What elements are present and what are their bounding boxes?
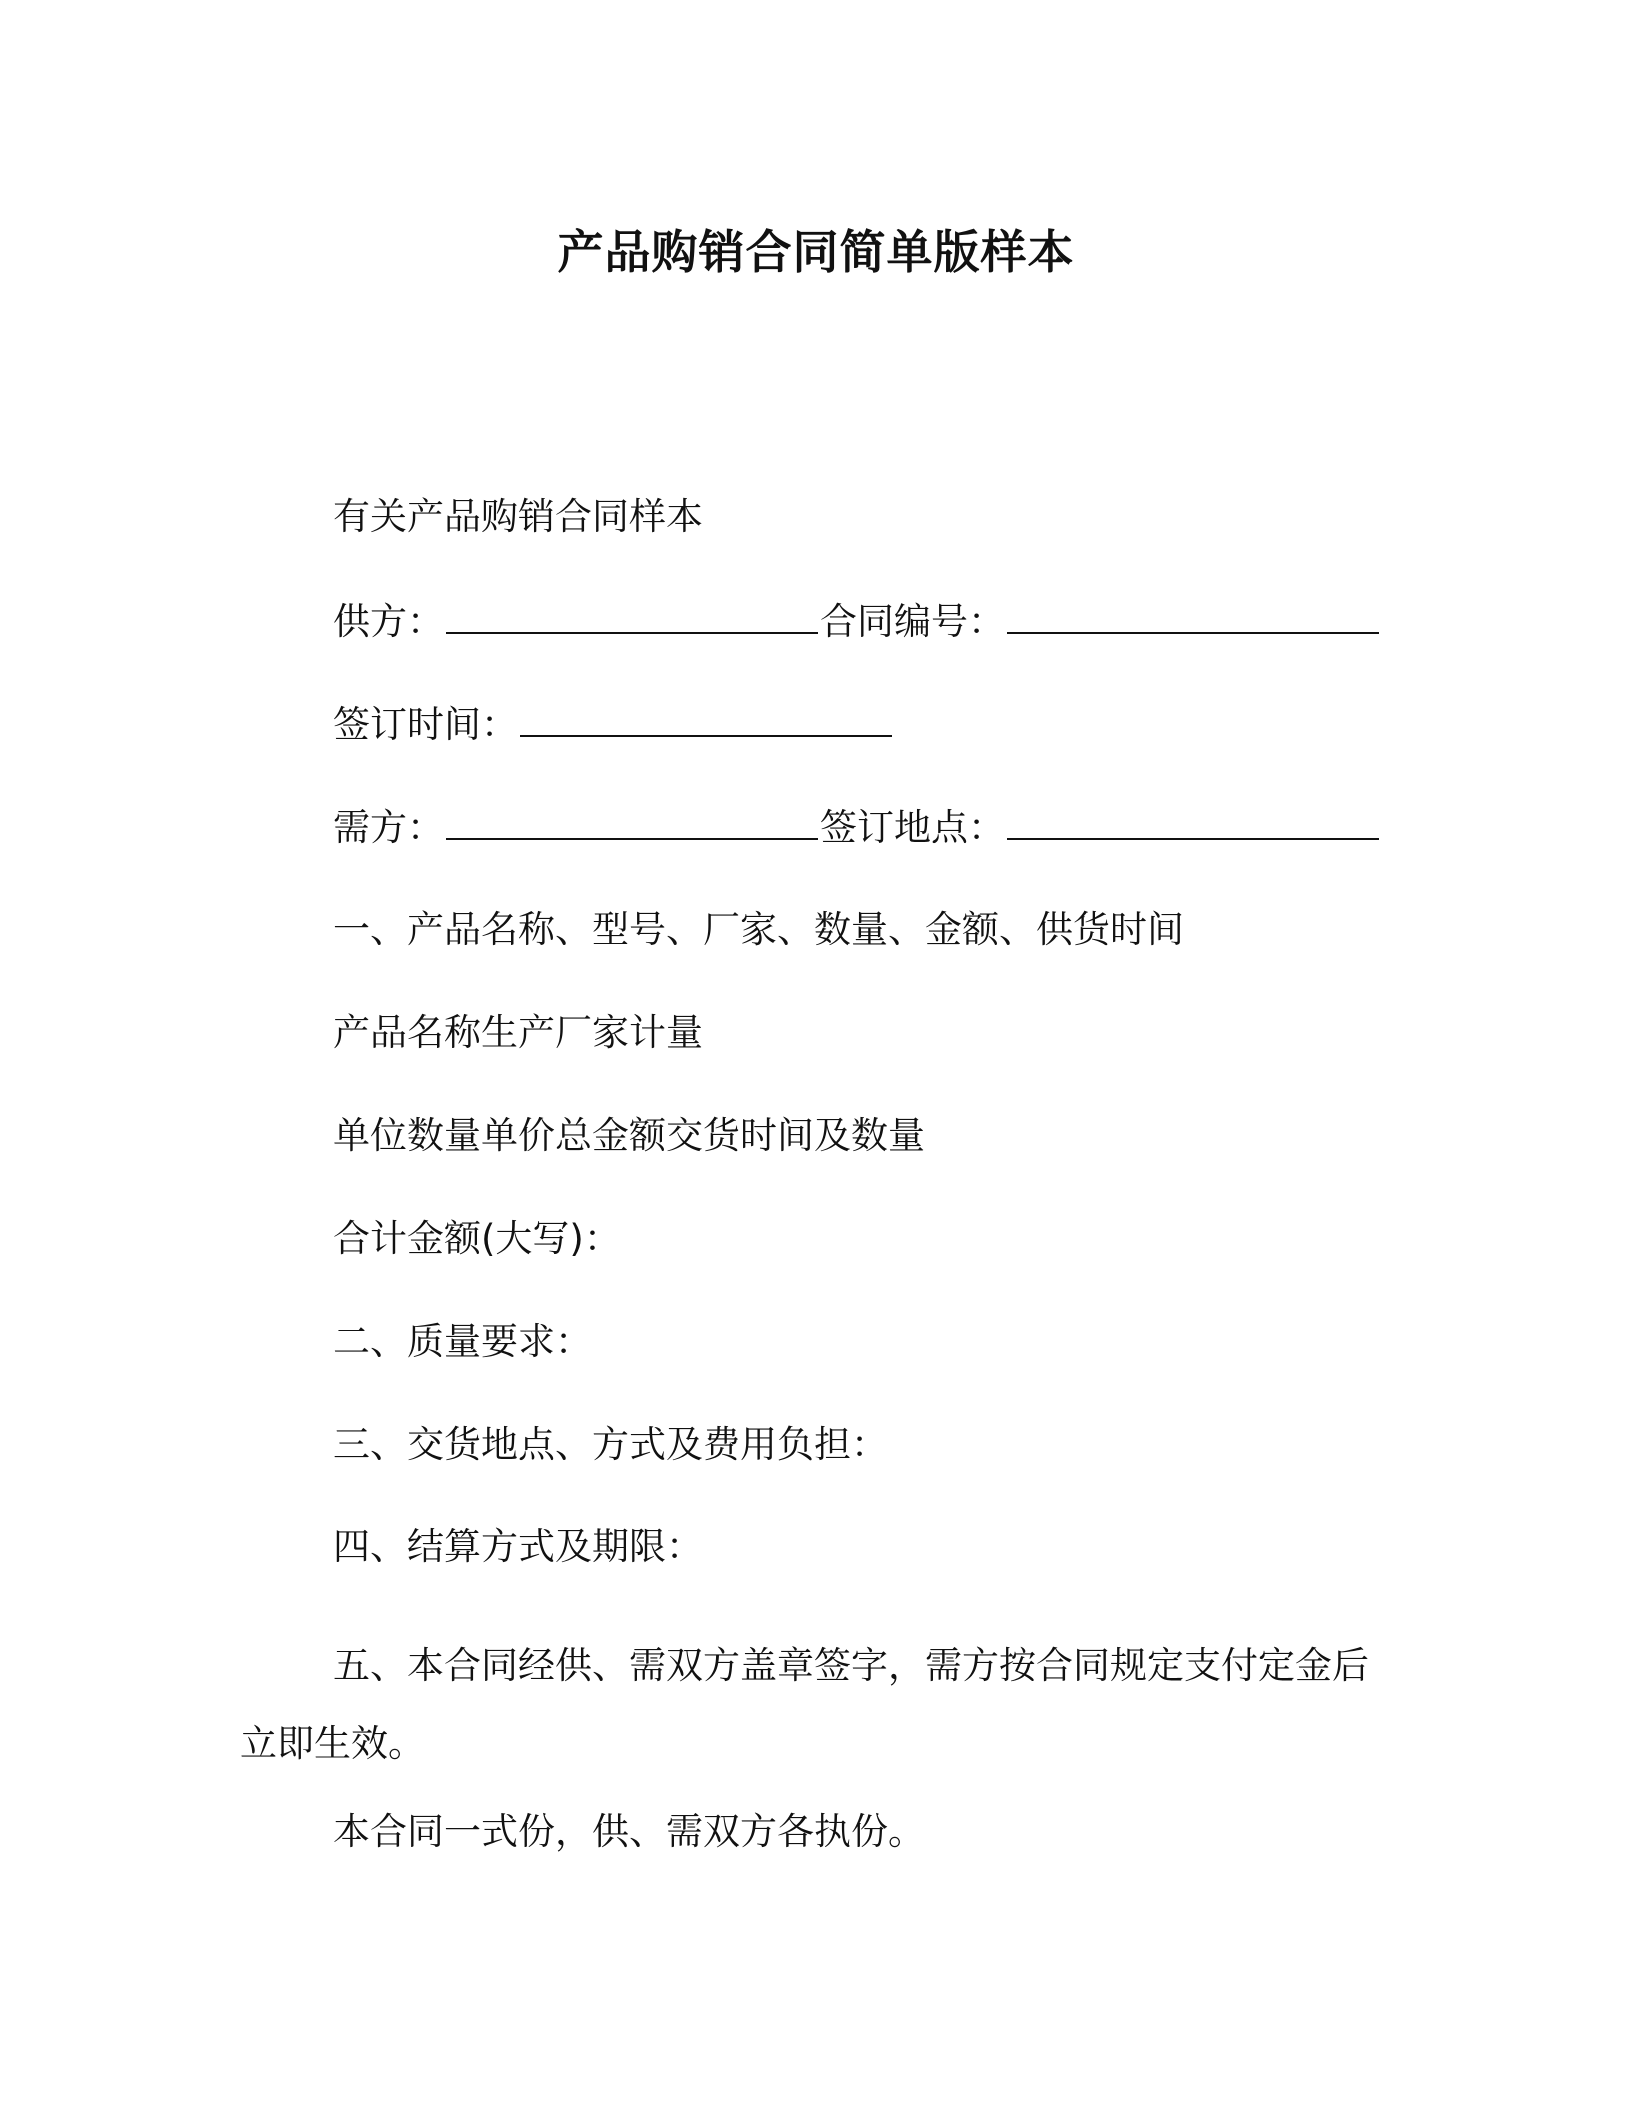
section-5-paragraph bbox=[240, 1627, 1370, 1783]
supplier-row bbox=[333, 597, 1381, 647]
buyer-label: 需方： bbox=[333, 806, 444, 849]
supplier-blank[interactable] bbox=[446, 618, 818, 634]
section-1-heading: 一、产品名称、型号、厂家、数量、金额、供货时间 bbox=[333, 908, 1184, 951]
sign-date-label: 签订时间： bbox=[333, 703, 518, 746]
sign-date-blank[interactable] bbox=[520, 721, 892, 737]
subtitle: 有关产品购销合同样本 bbox=[333, 495, 703, 538]
total-amount-line: 合计金额(大写)： bbox=[333, 1217, 621, 1260]
buyer-row bbox=[333, 803, 1381, 853]
contract-no-blank[interactable] bbox=[1007, 618, 1379, 634]
buyer-blank[interactable] bbox=[446, 824, 818, 840]
section-3-heading: 三、交货地点、方式及费用负担： bbox=[333, 1423, 888, 1466]
copies-line: 本合同一式份，供、需双方各执份。 bbox=[333, 1810, 925, 1853]
contract-no-label: 合同编号： bbox=[820, 600, 1005, 643]
sign-date-row bbox=[333, 700, 894, 750]
section-1-line-3: 单位数量单价总金额交货时间及数量 bbox=[333, 1114, 925, 1157]
supplier-label: 供方： bbox=[333, 600, 444, 643]
section-1-line-2: 产品名称生产厂家计量 bbox=[333, 1011, 703, 1054]
section-4-heading: 四、结算方式及期限： bbox=[333, 1525, 703, 1568]
sign-place-label: 签订地点： bbox=[820, 806, 1005, 849]
section-5-text: 五、本合同经供、需双方盖章签字，需方按合同规定支付定金后立即生效。 bbox=[240, 1644, 1369, 1765]
sign-place-blank[interactable] bbox=[1007, 824, 1379, 840]
document-title: 产品购销合同简单版样本 bbox=[557, 225, 1075, 279]
section-2-heading: 二、质量要求： bbox=[333, 1320, 592, 1363]
